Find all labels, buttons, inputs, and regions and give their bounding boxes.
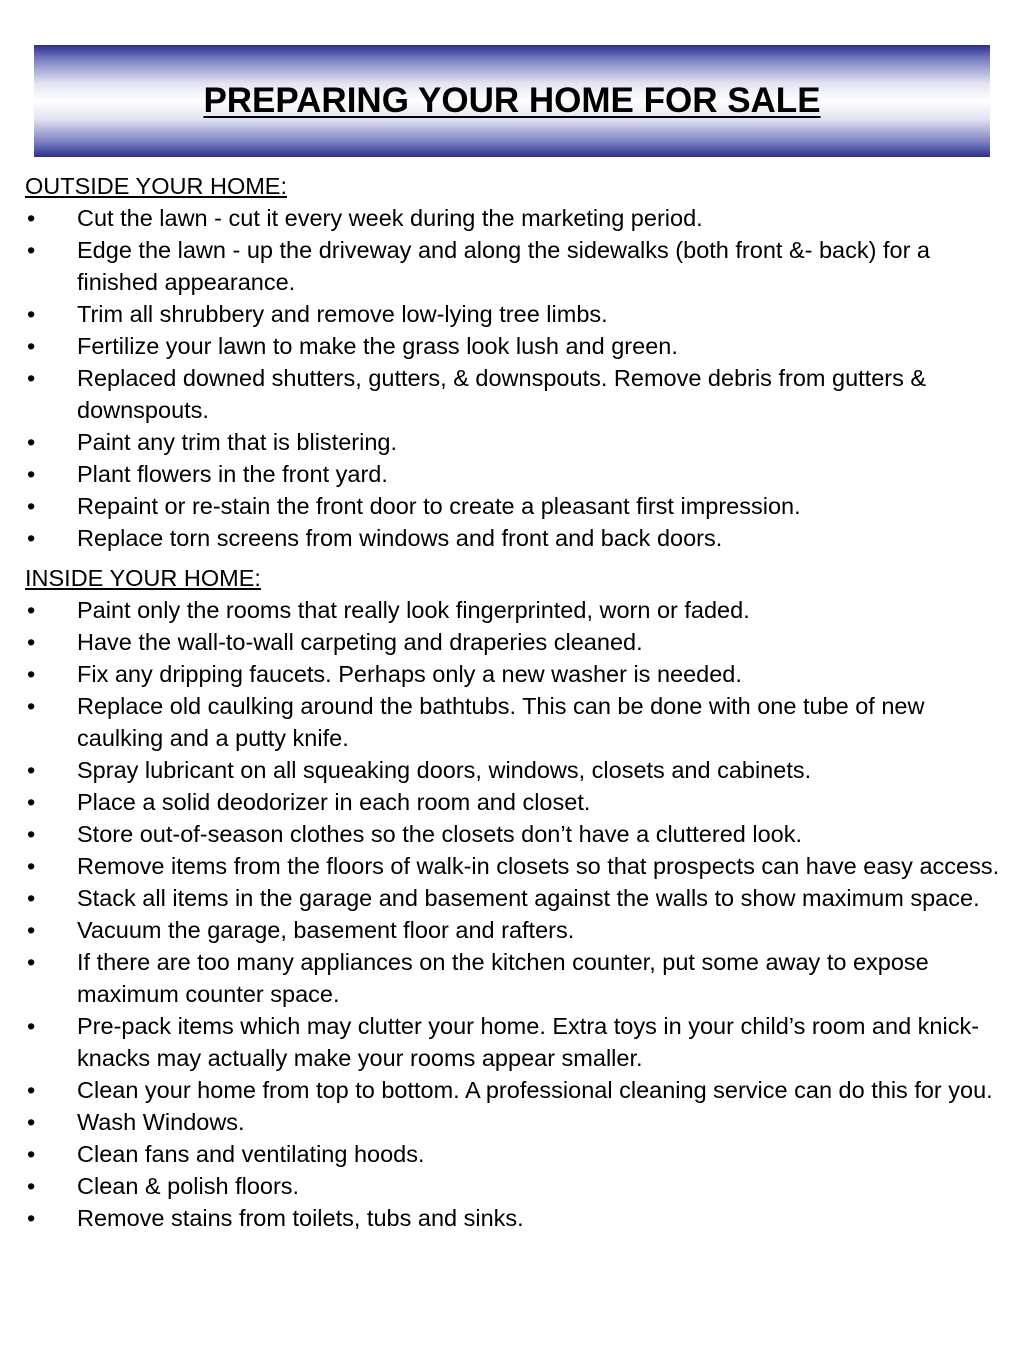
list-item-text: Clean & polish floors. <box>77 1173 300 1199</box>
list-item-text: Repaint or re-stain the front door to create a pleasant first impression. <box>77 493 801 519</box>
bullet-icon: • <box>27 917 36 943</box>
list-item-text: Fertilize your lawn to make the grass look lush and green. <box>77 333 678 359</box>
list-item-text: Wash Windows. <box>77 1109 245 1135</box>
section-heading: INSIDE YOUR HOME: <box>25 565 261 591</box>
list-item-text: Replaced downed shutters, gutters, & downspouts. Remove debris from gutters & downspouts. <box>77 365 927 423</box>
list-item <box>25 626 1000 658</box>
bullet-icon: • <box>27 429 36 455</box>
bullet-icon: • <box>27 821 36 847</box>
list-item <box>25 1010 1000 1074</box>
list-item-text: Spray lubricant on all squeaking doors, windows, closets and cabinets. <box>77 757 812 783</box>
bullet-icon: • <box>27 205 36 231</box>
list-item <box>25 522 1000 554</box>
list-item <box>25 754 1000 786</box>
list-item-text: Trim all shrubbery and remove low-lying tree limbs. <box>77 301 608 327</box>
list-item <box>25 202 1000 234</box>
list-item <box>25 1106 1000 1138</box>
list-item-text: Place a solid deodorizer in each room and closet. <box>77 789 591 815</box>
bullet-icon: • <box>27 365 36 391</box>
list-item <box>25 362 1000 426</box>
list-item-text: Edge the lawn - up the driveway and along the sidewalks (both front &- back) for a finished appearance. <box>77 237 930 295</box>
list-item-text: Pre-pack items which may clutter your home. Extra toys in your child’s room and knick-knacks may actually make your rooms appear smaller. <box>77 1013 980 1071</box>
list-item-text: Store out-of-season clothes so the closets don’t have a cluttered look. <box>77 821 803 847</box>
bullet-icon: • <box>27 597 36 623</box>
list-item <box>25 490 1000 522</box>
bullet-icon: • <box>27 1109 36 1135</box>
list-item <box>25 330 1000 362</box>
list-item <box>25 458 1000 490</box>
list-item-text: Remove items from the floors of walk-in closets so that prospects can have easy access. <box>77 853 1000 879</box>
list-item-text: Paint only the rooms that really look fingerprinted, worn or faded. <box>77 597 750 623</box>
bullet-icon: • <box>27 853 36 879</box>
list-item-text: Vacuum the garage, basement floor and rafters. <box>77 917 575 943</box>
list-item-text: Stack all items in the garage and basement against the walls to show maximum space. <box>77 885 980 911</box>
list-item-text: Plant flowers in the front yard. <box>77 461 388 487</box>
section-inside-home <box>25 562 1000 1234</box>
list-item <box>25 426 1000 458</box>
section-heading: OUTSIDE YOUR HOME: <box>25 173 288 199</box>
bullet-icon: • <box>27 525 36 551</box>
list-item <box>25 1202 1000 1234</box>
list-item <box>25 690 1000 754</box>
document-body <box>25 170 1000 1242</box>
page-title: PREPARING YOUR HOME FOR SALE <box>203 81 821 120</box>
bullet-icon: • <box>27 461 36 487</box>
list-item <box>25 818 1000 850</box>
list-item-text: Replace torn screens from windows and front and back doors. <box>77 525 723 551</box>
list-item <box>25 946 1000 1010</box>
title-banner <box>34 45 990 157</box>
bullet-icon: • <box>27 1013 36 1039</box>
list-item <box>25 298 1000 330</box>
bullet-icon: • <box>27 757 36 783</box>
bullet-icon: • <box>27 661 36 687</box>
list-item <box>25 850 1000 882</box>
bullet-icon: • <box>27 1141 36 1167</box>
bullet-icon: • <box>27 333 36 359</box>
list-item-text: Clean your home from top to bottom. A professional cleaning service can do this for you. <box>77 1077 993 1103</box>
list-item-text: Have the wall-to-wall carpeting and draperies cleaned. <box>77 629 643 655</box>
bullet-icon: • <box>27 301 36 327</box>
bullet-icon: • <box>27 885 36 911</box>
bullet-icon: • <box>27 693 36 719</box>
list-item-text: Remove stains from toilets, tubs and sinks. <box>77 1205 524 1231</box>
bullet-icon: • <box>27 1173 36 1199</box>
bullet-icon: • <box>27 949 36 975</box>
list-item-text: Fix any dripping faucets. Perhaps only a new washer is needed. <box>77 661 742 687</box>
list-item <box>25 594 1000 626</box>
bullet-icon: • <box>27 1205 36 1231</box>
list-item <box>25 1074 1000 1106</box>
bullet-list <box>25 202 1000 554</box>
list-item-text: Cut the lawn - cut it every week during the marketing period. <box>77 205 703 231</box>
section-outside-home <box>25 170 1000 554</box>
list-item <box>25 1138 1000 1170</box>
list-item-text: Clean fans and ventilating hoods. <box>77 1141 425 1167</box>
list-item <box>25 1170 1000 1202</box>
list-item-text: Replace old caulking around the bathtubs. This can be done with one tube of new caulking and a putty knife. <box>77 693 925 751</box>
list-item <box>25 882 1000 914</box>
list-item <box>25 234 1000 298</box>
bullet-icon: • <box>27 789 36 815</box>
bullet-list <box>25 594 1000 1234</box>
list-item <box>25 658 1000 690</box>
list-item-text: Paint any trim that is blistering. <box>77 429 397 455</box>
bullet-icon: • <box>27 1077 36 1103</box>
list-item <box>25 914 1000 946</box>
list-item <box>25 786 1000 818</box>
bullet-icon: • <box>27 629 36 655</box>
bullet-icon: • <box>27 493 36 519</box>
bullet-icon: • <box>27 237 36 263</box>
list-item-text: If there are too many appliances on the kitchen counter, put some away to expose maximum counter space. <box>77 949 929 1007</box>
